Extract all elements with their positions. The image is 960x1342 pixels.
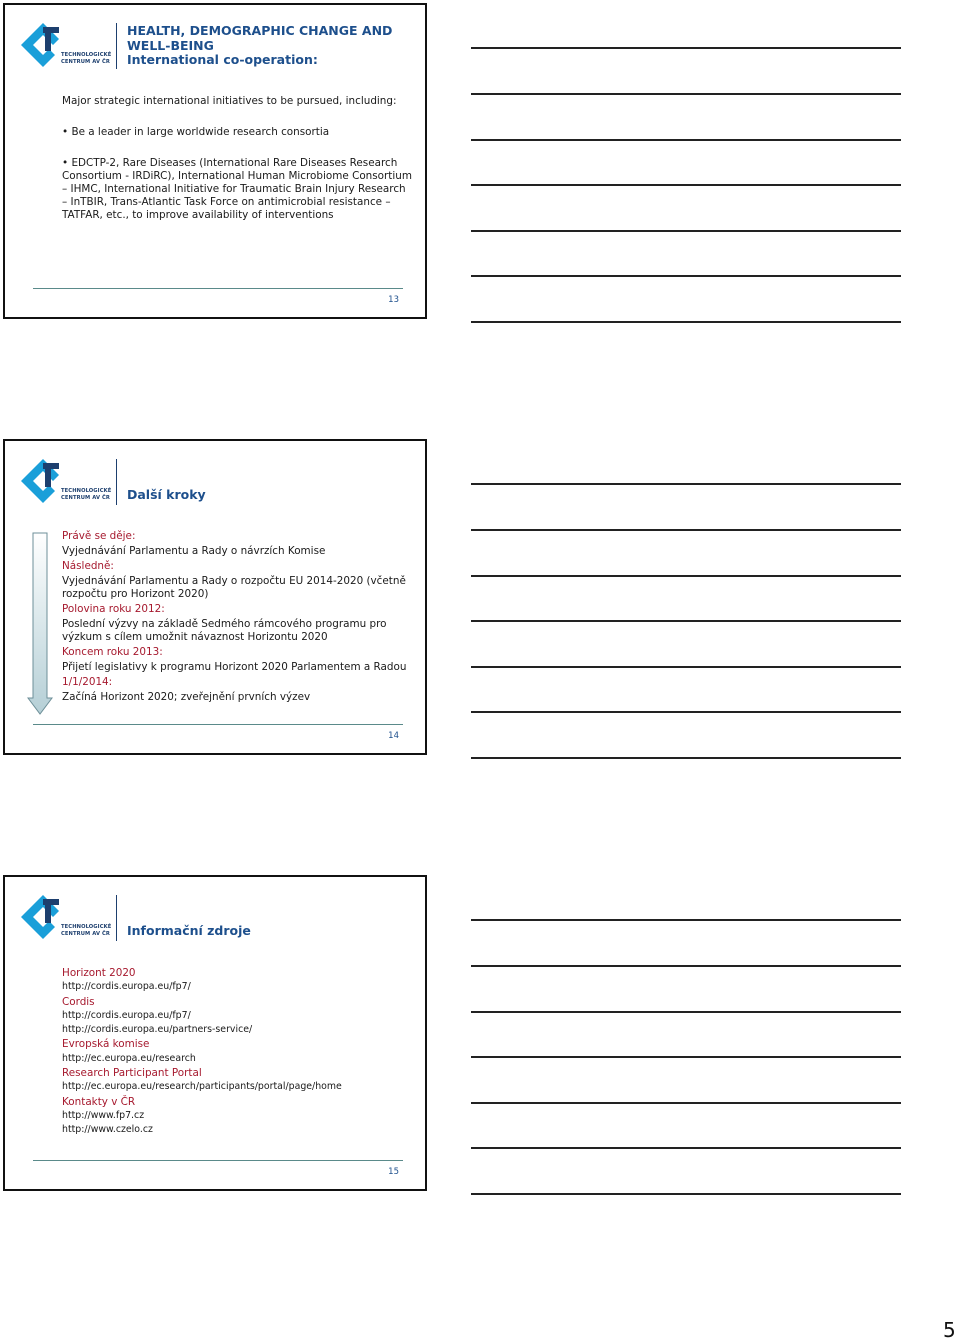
header-divider bbox=[116, 23, 117, 69]
note-line bbox=[471, 47, 901, 49]
note-line bbox=[471, 483, 901, 485]
source-link[interactable]: http://www.czelo.cz bbox=[62, 1124, 153, 1136]
slide-page-number: 14 bbox=[388, 731, 399, 741]
note-line bbox=[471, 184, 901, 186]
note-line bbox=[471, 230, 901, 232]
note-line bbox=[471, 321, 901, 323]
source-link[interactable]: http://cordis.europa.eu/fp7/ bbox=[62, 1009, 191, 1021]
note-line bbox=[471, 93, 901, 95]
note-line bbox=[471, 529, 901, 531]
slide-page-number: 13 bbox=[388, 295, 399, 305]
source-label: Cordis bbox=[62, 995, 95, 1008]
slide-15 bbox=[3, 875, 427, 1191]
note-line bbox=[471, 711, 901, 713]
tc-logo-text: TECHNOLOGICKÉ CENTRUM AV ČR bbox=[61, 924, 112, 937]
source-label: Research Participant Portal bbox=[62, 1067, 202, 1080]
tc-logo bbox=[21, 457, 111, 509]
bullet-item: • EDCTP-2, Rare Diseases (International Rare Diseases Research Consortium - IRDiRC), International Human Microbiome Consortium – IHMC, International Initiative for Traumatic Brain Injury Research – InTBIR, Trans-Atlantic Task Force on antimicrobial resistance – TATFAR, etc., to improve availability of interventions bbox=[62, 157, 412, 221]
timeline-label: Právě se děje: bbox=[62, 530, 136, 542]
note-line bbox=[471, 1011, 901, 1013]
timeline-text: Vyjednávání Parlamentu a Rady o návrzích Komise bbox=[62, 545, 326, 557]
source-label: Horizont 2020 bbox=[62, 967, 136, 979]
footer-rule bbox=[33, 288, 403, 289]
footer-rule bbox=[33, 1160, 403, 1161]
note-line bbox=[471, 1193, 901, 1195]
note-line bbox=[471, 965, 901, 967]
source-link[interactable]: http://cordis.europa.eu/partners-service/ bbox=[62, 1024, 253, 1036]
note-line bbox=[471, 620, 901, 622]
source-link[interactable]: http://www.fp7.cz bbox=[62, 1109, 145, 1121]
note-line bbox=[471, 1147, 901, 1149]
slide-body bbox=[62, 95, 414, 222]
source-link[interactable]: http://cordis.europa.eu/fp7/ bbox=[62, 981, 191, 993]
timeline-text: Začíná Horizont 2020; zveřejnění prvních výzev bbox=[62, 691, 311, 703]
document-page-number: 5 bbox=[943, 1318, 956, 1342]
slide-title: Další kroky bbox=[127, 487, 206, 502]
note-line bbox=[471, 757, 901, 759]
slide-13 bbox=[3, 3, 427, 319]
slide-14 bbox=[3, 439, 427, 755]
tc-logo-text: TECHNOLOGICKÉ CENTRUM AV ČR bbox=[61, 488, 112, 501]
timeline-list bbox=[62, 530, 414, 704]
source-label: Evropská komise bbox=[62, 1038, 150, 1051]
note-line bbox=[471, 666, 901, 668]
note-line bbox=[471, 575, 901, 577]
header-divider bbox=[116, 459, 117, 505]
note-line bbox=[471, 275, 901, 277]
footer-rule bbox=[33, 724, 403, 725]
note-line bbox=[471, 1102, 901, 1104]
note-line bbox=[471, 919, 901, 921]
header-divider bbox=[116, 895, 117, 941]
timeline-text: Poslední výzvy na základě Sedmého rámcového programu pro výzkum s cílem umožnit návaznost Horizontu 2020 bbox=[62, 618, 387, 643]
timeline-text: Vyjednávání Parlamentu a Rady o rozpočtu EU 2014-2020 (včetně rozpočtu pro Horizont 2020) bbox=[62, 575, 406, 600]
timeline-label: Následně: bbox=[62, 560, 114, 572]
timeline-arrow-icon bbox=[27, 532, 53, 716]
timeline-label: Koncem roku 2013: bbox=[62, 646, 163, 658]
source-link[interactable]: http://ec.europa.eu/research/participants/portal/page/home bbox=[62, 1081, 342, 1093]
intro-text: Major strategic international initiatives to be pursued, including: bbox=[62, 95, 397, 107]
sources-list bbox=[62, 966, 414, 1138]
timeline-text: Přijetí legislativy k programu Horizont 2020 Parlamentem a Radou bbox=[62, 661, 407, 673]
bullet-item: • Be a leader in large worldwide research consortia bbox=[62, 126, 330, 138]
timeline-label: 1/1/2014: bbox=[62, 676, 113, 688]
source-link[interactable]: http://ec.europa.eu/research bbox=[62, 1052, 196, 1064]
timeline-label: Polovina roku 2012: bbox=[62, 603, 165, 615]
note-line bbox=[471, 1056, 901, 1058]
note-line bbox=[471, 139, 901, 141]
slide-title: HEALTH, DEMOGRAPHIC CHANGE AND WELL-BEING International co-operation: bbox=[127, 23, 393, 67]
slide-title: Informační zdroje bbox=[127, 923, 251, 938]
tc-logo-text: TECHNOLOGICKÉ CENTRUM AV ČR bbox=[61, 52, 112, 65]
tc-logo bbox=[21, 893, 111, 945]
source-label: Kontakty v ČR bbox=[62, 1095, 136, 1108]
tc-logo bbox=[21, 21, 111, 73]
slide-page-number: 15 bbox=[388, 1167, 399, 1177]
